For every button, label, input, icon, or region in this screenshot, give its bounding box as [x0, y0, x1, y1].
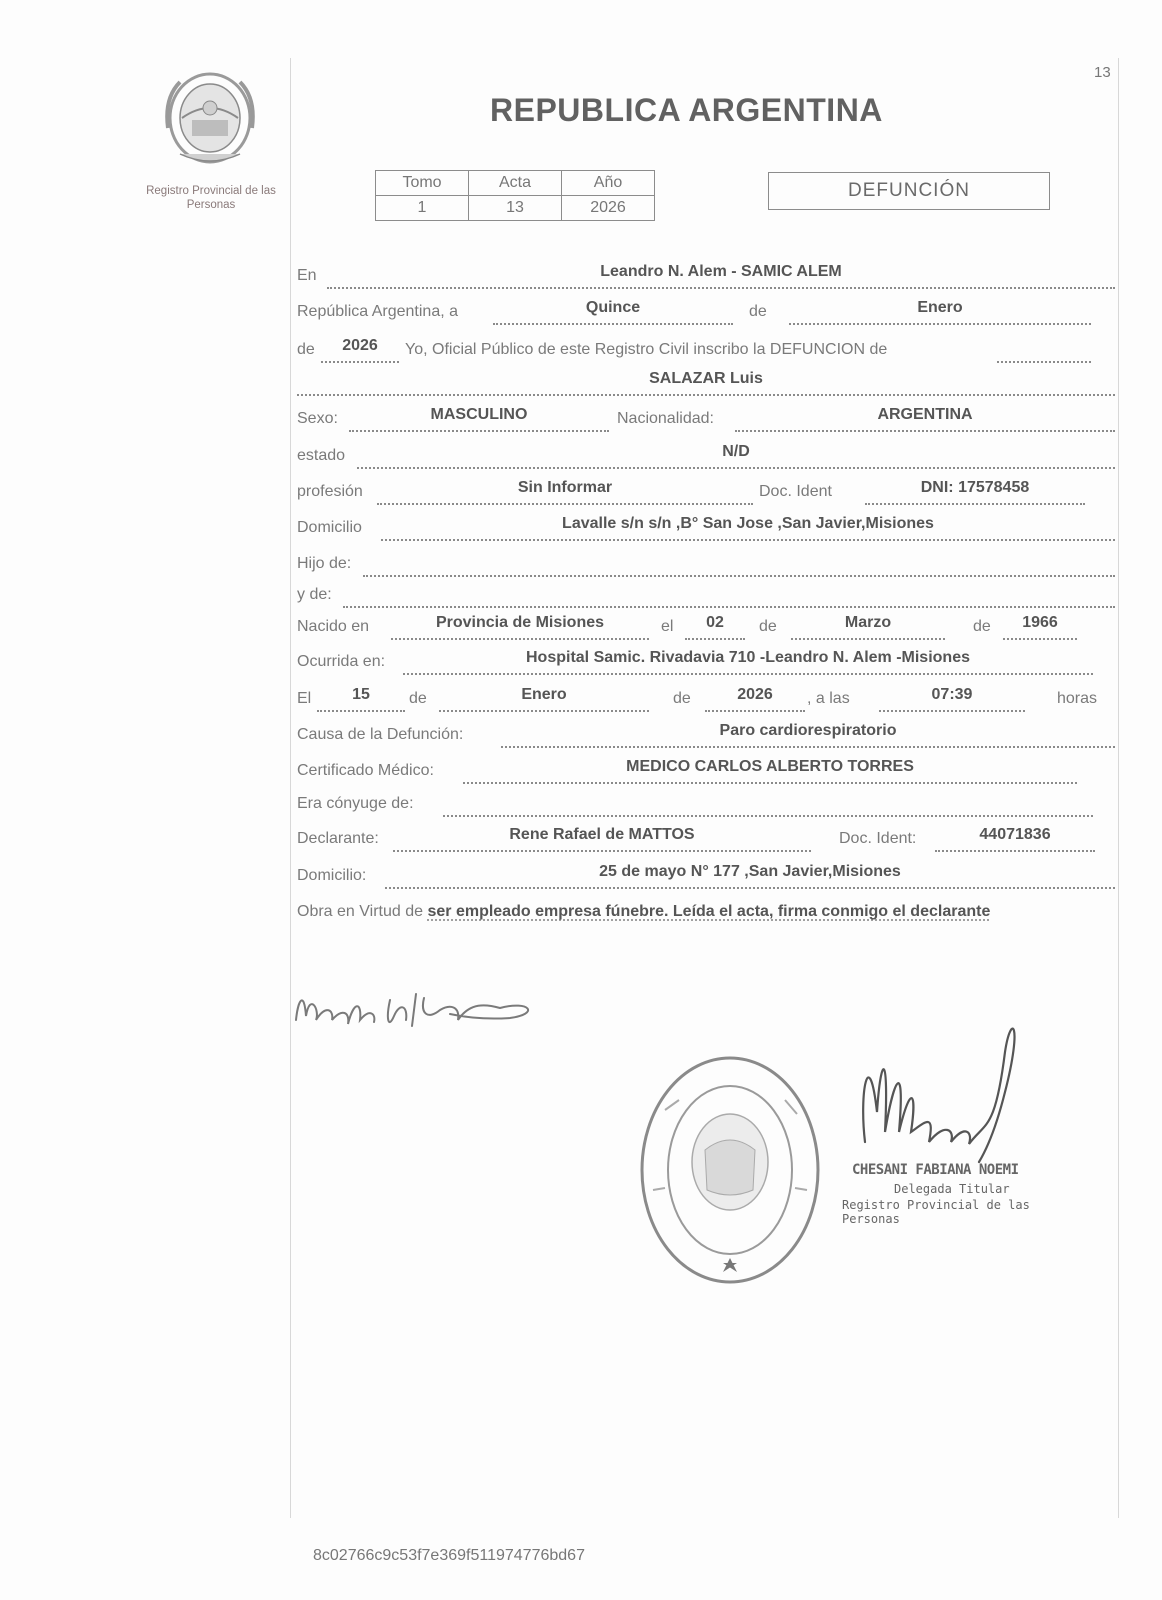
label-hijo-de: Hijo de: — [297, 555, 352, 572]
page-number: 13 — [1094, 64, 1111, 81]
label-de-2: de — [297, 341, 315, 358]
label-doc-ident-2: Doc. Ident: — [839, 830, 917, 847]
row-y-de — [297, 582, 1115, 608]
label-de: de — [749, 303, 767, 320]
row-fecha — [297, 299, 1115, 325]
misiones-coat-of-arms-icon — [160, 68, 260, 168]
field-def-hora: 07:39 — [879, 686, 1025, 712]
field-def-anio: 2026 — [705, 686, 805, 712]
row-nacido — [297, 614, 1115, 640]
label-nacionalidad: Nacionalidad: — [617, 410, 714, 427]
label-yo: Yo, Oficial Público de este Registro Civil inscribo la DEFUNCION de — [405, 341, 888, 358]
field-obra-virtud: ser empleado empresa fúnebre. Leída el acta, firma conmigo el declarante — [427, 903, 991, 920]
document-title: REPUBLICA ARGENTINA — [490, 92, 883, 128]
label-domicilio-2: Domicilio: — [297, 867, 367, 884]
field-nombre: SALAZAR Luis — [297, 370, 1115, 396]
registry-table — [375, 170, 655, 221]
label-causa: Causa de la Defunción: — [297, 726, 464, 743]
field-declarante-doc: 44071836 — [935, 826, 1095, 852]
label-ocurrida-en: Ocurrida en: — [297, 653, 386, 670]
registry-stamp-icon — [635, 1050, 825, 1290]
declarant-signature-icon — [290, 980, 550, 1040]
obra-en-virtud — [297, 900, 1115, 924]
label-a-las: , a las — [807, 690, 850, 707]
label-obra: Obra en Virtud de — [297, 903, 424, 920]
label-declarante: Declarante: — [297, 830, 379, 847]
label-republica: República Argentina, a — [297, 303, 458, 320]
label-nacido-en: Nacido en — [297, 618, 370, 635]
row-declarante — [297, 826, 1115, 852]
field-y-de — [343, 582, 1115, 608]
label-el: el — [661, 618, 674, 635]
row-domicilio — [297, 515, 1115, 541]
row-fecha-defuncion — [297, 686, 1115, 712]
row-sexo — [297, 406, 1115, 432]
field-domicilio: Lavalle s/n s/n ,B° San Jose ,San Javier,Misiones — [381, 515, 1115, 541]
label-horas: horas — [1057, 690, 1098, 707]
label-estado: estado — [297, 447, 346, 464]
officer-org: Registro Provincial de las Personas — [842, 1198, 1030, 1226]
field-dia-texto: Quince — [493, 299, 733, 325]
field-declarante-domicilio: 25 de mayo N° 177 ,San Javier,Misiones — [385, 863, 1115, 889]
officer-block — [842, 1162, 1082, 1226]
margin-line-right — [1118, 58, 1119, 1518]
row-hijo-de — [297, 551, 1115, 577]
field-conyuge — [443, 791, 1093, 817]
field-sexo: MASCULINO — [349, 406, 609, 432]
anio-header: Año — [562, 171, 655, 196]
field-nacionalidad: ARGENTINA — [735, 406, 1115, 432]
field-profesion: Sin Informar — [377, 479, 753, 505]
officer-role: Delegada Titular — [894, 1182, 1010, 1196]
row-anio — [297, 337, 1115, 363]
margin-line-left — [290, 58, 291, 1518]
row-profesion — [297, 479, 1115, 505]
label-sexo: Sexo: — [297, 410, 338, 427]
row-estado — [297, 443, 1115, 469]
tomo-header: Tomo — [376, 171, 469, 196]
label-de-3: de — [759, 618, 777, 635]
label-profesion: profesión — [297, 483, 363, 500]
field-declarante: Rene Rafael de MATTOS — [393, 826, 811, 852]
label-el-cap: El — [297, 690, 312, 707]
document-type-box: DEFUNCIÓN — [768, 172, 1050, 210]
label-conyuge: Era cónyuge de: — [297, 795, 414, 812]
label-de-6: de — [673, 690, 691, 707]
field-nac-anio: 1966 — [1003, 614, 1077, 640]
tomo-value: 1 — [376, 196, 469, 221]
field-causa: Paro cardiorespiratorio — [501, 722, 1115, 748]
field-nac-dia: 02 — [685, 614, 745, 640]
row-nombre — [297, 370, 1115, 396]
acta-value: 13 — [469, 196, 562, 221]
field-doc-ident: DNI: 17578458 — [865, 479, 1085, 505]
field-hijo-de — [363, 551, 1115, 577]
label-y-de: y de: — [297, 586, 332, 603]
field-blank-1 — [997, 337, 1091, 363]
officer-name: CHESANI FABIANA NOEMI — [852, 1162, 1019, 1178]
row-certificado — [297, 758, 1115, 784]
officer-signature-icon — [855, 1012, 1035, 1172]
field-mes: Enero — [789, 299, 1091, 325]
label-de-5: de — [409, 690, 427, 707]
registro-caption: Registro Provincial de las Personas — [146, 185, 276, 211]
footer-hash: 8c02766c9c53f7e369f511974776bd67 — [313, 1547, 585, 1564]
row-causa — [297, 722, 1115, 748]
label-en: En — [297, 267, 317, 284]
field-def-mes: Enero — [439, 686, 649, 712]
acta-header: Acta — [469, 171, 562, 196]
field-anio: 2026 — [321, 337, 399, 363]
label-domicilio: Domicilio — [297, 519, 362, 536]
row-ocurrida — [297, 649, 1115, 675]
row-lugar — [297, 263, 1115, 289]
row-conyuge — [297, 791, 1115, 817]
label-certificado: Certificado Médico: — [297, 762, 434, 779]
field-nacido-en: Provincia de Misiones — [391, 614, 649, 640]
row-domicilio-declarante — [297, 863, 1115, 889]
label-de-4: de — [973, 618, 991, 635]
label-doc-ident: Doc. Ident — [759, 483, 832, 500]
anio-value: 2026 — [562, 196, 655, 221]
field-nac-mes: Marzo — [791, 614, 945, 640]
field-estado: N/D — [357, 443, 1115, 469]
field-lugar: Leandro N. Alem - SAMIC ALEM — [327, 263, 1115, 289]
field-def-dia: 15 — [317, 686, 405, 712]
field-certificado: MEDICO CARLOS ALBERTO TORRES — [463, 758, 1077, 784]
field-ocurrida-en: Hospital Samic. Rivadavia 710 -Leandro N. Alem -Misiones — [403, 649, 1093, 675]
